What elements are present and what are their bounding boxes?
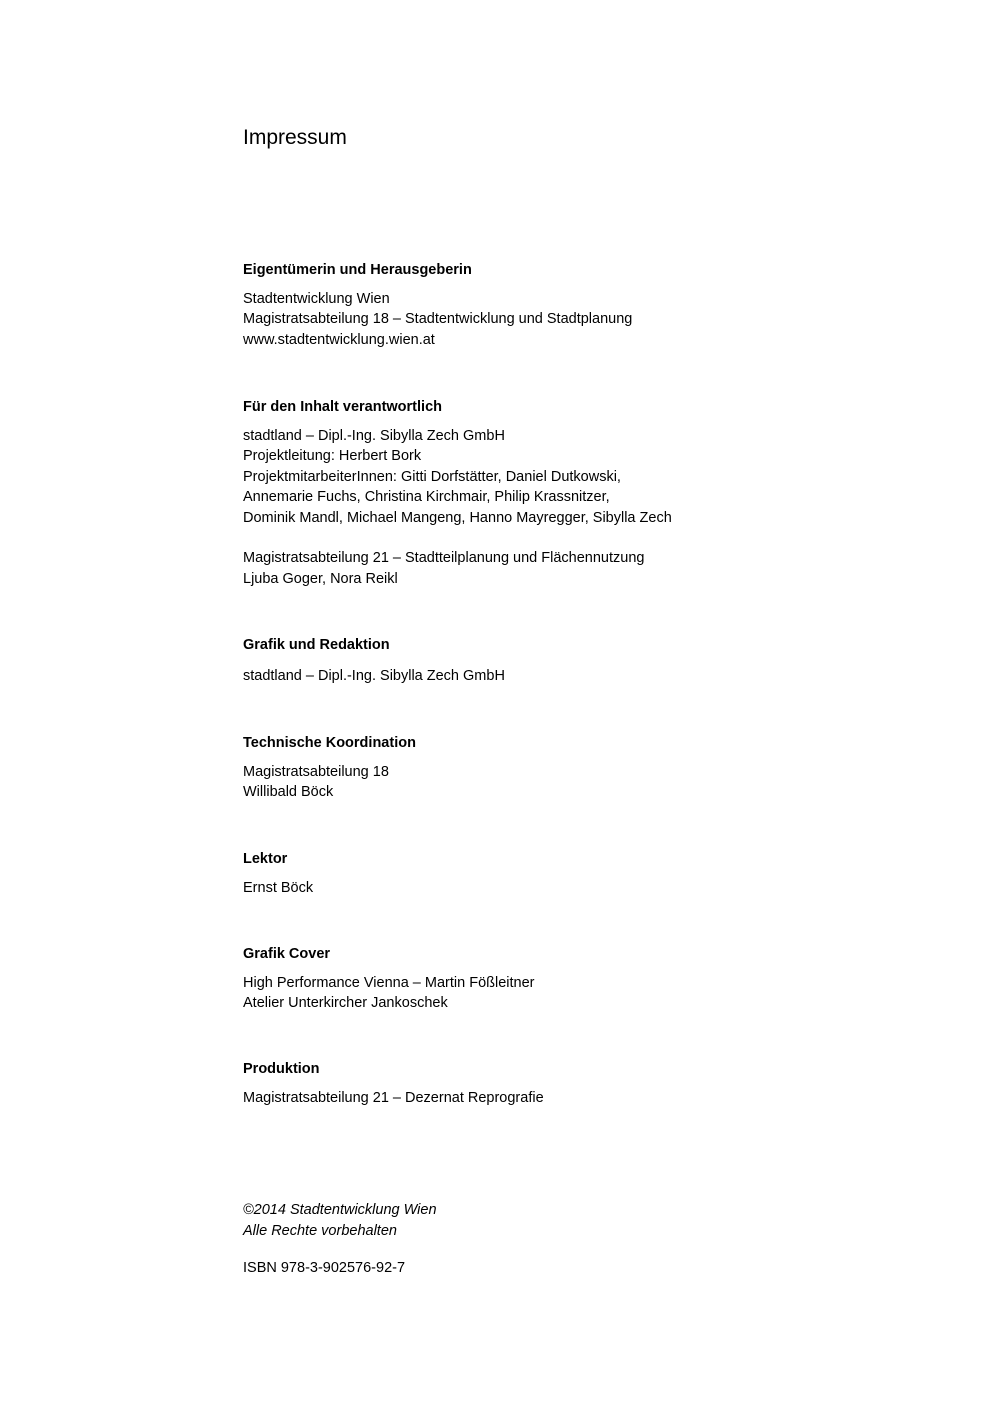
text-line: Annemarie Fuchs, Christina Kirchmair, Philip Krassnitzer, <box>243 489 610 505</box>
section-heading: Produktion <box>243 1061 320 1077</box>
rights-line: Alle Rechte vorbehalten <box>243 1222 397 1239</box>
section-body <box>243 762 943 803</box>
section-body-secondary <box>243 548 943 589</box>
text-line: Magistratsabteilung 18 <box>243 763 389 780</box>
copyright-notice <box>243 1200 943 1241</box>
text-line: stadtland – Dipl.-Ing. Sibylla Zech GmbH <box>243 667 505 684</box>
isbn-text: ISBN 978-3-902576-92-7 <box>243 1260 406 1276</box>
section-content-responsible <box>243 397 943 589</box>
text-line: Willibald Böck <box>243 784 334 800</box>
section-heading: Für den Inhalt verantwortlich <box>243 399 442 415</box>
section-cover-graphics <box>243 944 943 1014</box>
text-line: ProjektmitarbeiterInnen: Gitti Dorfstätter, Daniel Dutkowski, <box>243 468 621 485</box>
section-body <box>243 973 943 1014</box>
section-heading: Grafik und Redaktion <box>243 637 390 653</box>
text-line: stadtland – Dipl.-Ing. Sibylla Zech GmbH <box>243 427 505 444</box>
section-heading: Eigentümerin und Herausgeberin <box>243 262 472 278</box>
section-body <box>243 666 943 687</box>
page-title: Impressum <box>243 126 347 149</box>
section-technical-coordination <box>243 733 943 803</box>
section-body <box>243 1088 943 1109</box>
text-line: Dominik Mandl, Michael Mangeng, Hanno Mayregger, Sibylla Zech <box>243 509 672 526</box>
text-line: Magistratsabteilung 21 – Stadtteilplanung und Flächennutzung <box>243 550 645 566</box>
section-heading: Technische Koordination <box>243 735 416 751</box>
text-line: Ernst Böck <box>243 879 314 896</box>
section-body <box>243 289 943 351</box>
website-link[interactable]: www.stadtentwicklung.wien.at <box>243 331 435 348</box>
isbn <box>243 1258 943 1279</box>
text-line: Projektleitung: Herbert Bork <box>243 448 422 464</box>
text-line: Ljuba Goger, Nora Reikl <box>243 570 398 587</box>
text-line: Magistratsabteilung 18 – Stadtentwicklung und Stadtplanung <box>243 311 633 327</box>
section-body <box>243 878 943 899</box>
text-line: High Performance Vienna – Martin Fößleitner <box>243 974 535 991</box>
section-production <box>243 1059 943 1108</box>
section-owner-publisher <box>243 260 943 350</box>
section-heading: Grafik Cover <box>243 946 331 962</box>
text-line: Atelier Unterkircher Jankoschek <box>243 995 448 1011</box>
text-line: Stadtentwicklung Wien <box>243 290 390 307</box>
section-graphics-editing <box>243 635 943 686</box>
section-body <box>243 426 943 529</box>
section-heading: Lektor <box>243 851 288 867</box>
copyright-line: ©2014 Stadtentwicklung Wien <box>243 1202 437 1218</box>
text-line: Magistratsabteilung 21 – Dezernat Reprografie <box>243 1089 544 1106</box>
section-lector <box>243 849 943 898</box>
